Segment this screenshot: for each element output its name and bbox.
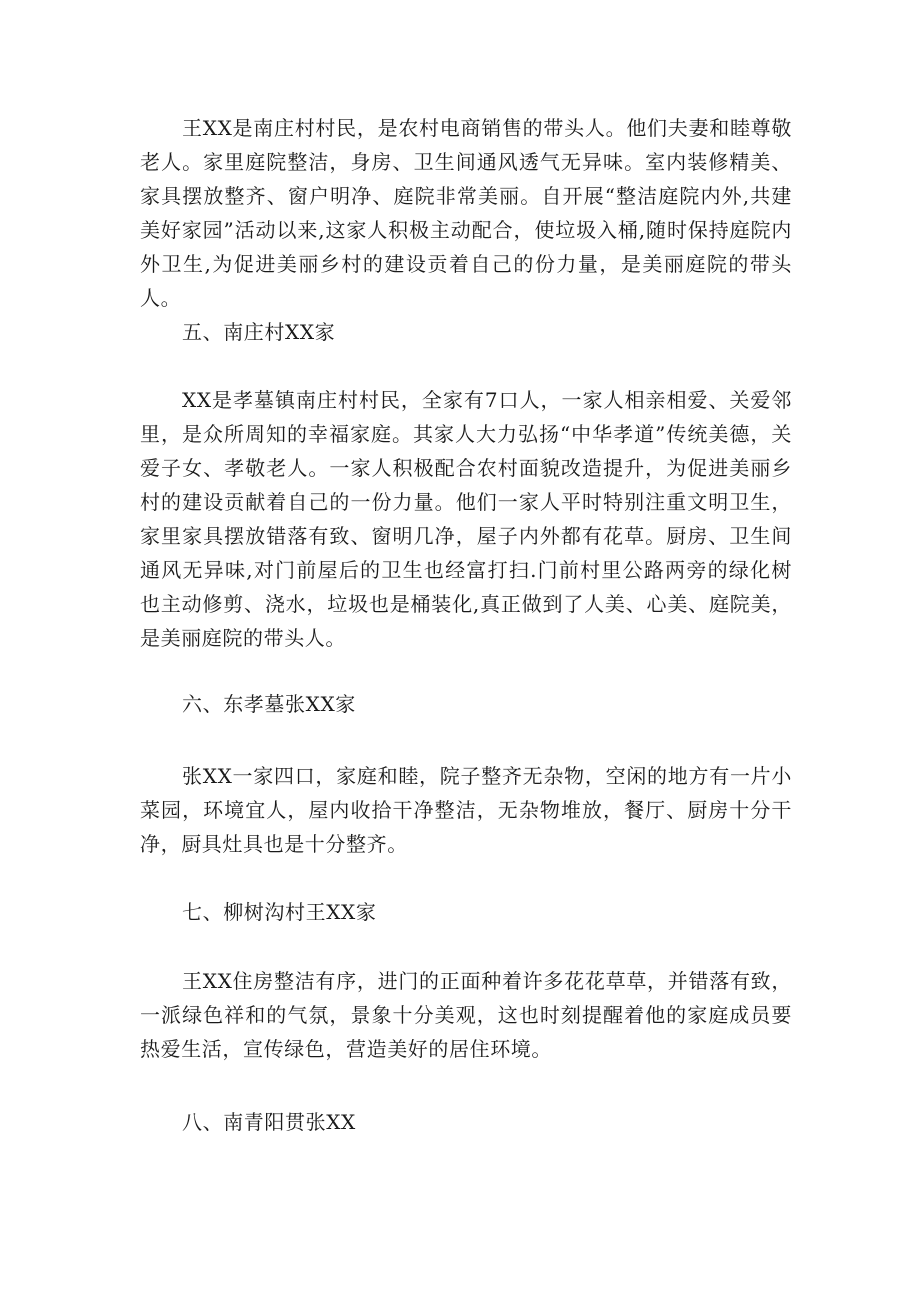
section-heading-6: 六、东孝墓张XX家 xyxy=(182,692,356,716)
paragraph-wang-nanzhuang: 王XX是南庄村村民，是农村电商销售的带头人。他们夫妻和睦尊敬老人。家里庭院整洁，身房、卫生间通风透气无异味。室内装修精美、家具摆放整齐、窗户明净、庭院非常美丽。自开展“整洁庭院内外,共建美好家园”活动以来,这家人积极主动配合，使垃圾入桶,随时保持庭院内外卫生,为促进美丽乡村的建设贡着自己的份力量，是美丽庭院的带头人。 xyxy=(140,116,792,310)
section-heading-7: 七、柳树沟村王XX家 xyxy=(182,900,377,924)
paragraph-nanzhuang-xx: XX是孝墓镇南庄村村民，全家有7口人，一家人相亲相爱、关爱邻里，是众所周知的幸福家庭。其家人大力弘扬“中华孝道”传统美德，关爱子女、孝敬老人。一家人积极配合农村面貌改造提升，为促进美丽乡村的建设贡献着自己的一份力量。他们一家人平时特别注重文明卫生，家里家具摆放错落有致、窗明几净，屋子内外都有花草。厨房、卫生间通风无异味,对门前屋后的卫生也经富打扫.门前村里公路两旁的绿化树也主动修剪、浇水，垃圾也是桶装化,真正做到了人美、心美、庭院美，是美丽庭院的带头人。 xyxy=(140,388,792,650)
paragraph-liushugou-wang: 王XX住房整洁有序，进门的正面种着许多花花草草，并错落有致，一派绿色祥和的气氛，景象十分美观，这也时刻提醒着他的家庭成员要热爱生活，宣传绿色，营造美好的居住环境。 xyxy=(140,969,792,1061)
section-heading-5: 五、南庄村XX家 xyxy=(182,320,336,344)
section-heading-8: 八、南青阳贯张XX xyxy=(182,1110,356,1134)
paragraph-dongxiaomu-zhang: 张XX一家四口，家庭和睦，院子整齐无杂物，空闲的地方有一片小菜园，环境宜人，屋内收拾干净整洁，无杂物堆放，餐厅、厨房十分干净，厨具灶具也是十分整齐。 xyxy=(140,764,792,856)
